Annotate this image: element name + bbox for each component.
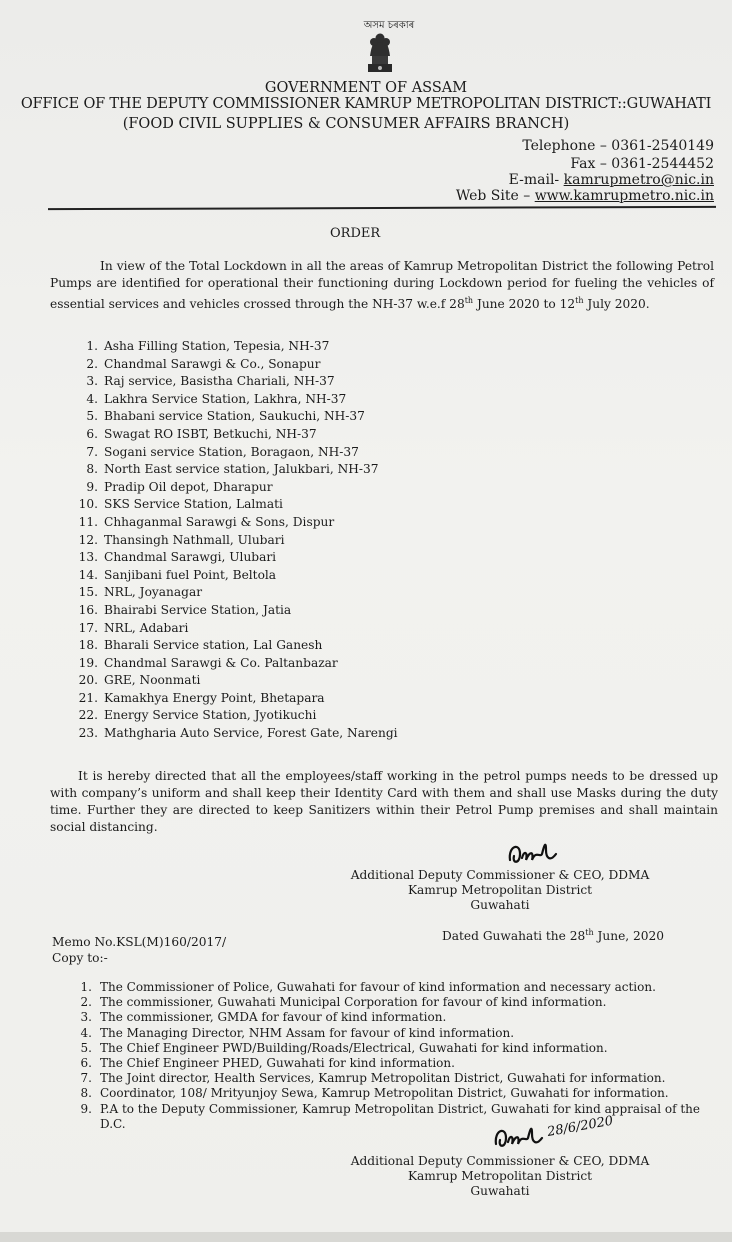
state-emblem-icon: [360, 26, 400, 76]
petrol-pump-item-text: Bhabani service Station, Saukuchi, NH-37: [104, 409, 365, 424]
petrol-pump-item-text: GRE, Noonmati: [104, 673, 201, 688]
signatory-city: Guwahati: [470, 898, 530, 912]
petrol-pump-item: [72, 356, 398, 374]
copy-to-item-text: Coordinator, 108/ Mrityunjoy Sewa, Kamrup Metropolitan District, Guwahati for information.: [100, 1086, 669, 1101]
petrol-pump-item-text: Lakhra Service Station, Lakhra, NH-37: [104, 391, 347, 406]
memo-number: Memo No.KSL(M)160/2017/: [52, 935, 227, 949]
petrol-pump-item-text: Sogani service Station, Boragaon, NH-37: [104, 444, 359, 459]
copy-to-item-text: The commissioner, GMDA for favour of kind information.: [100, 1010, 447, 1025]
petrol-pump-item-text: Mathgharia Auto Service, Forest Gate, Narengi: [104, 726, 398, 741]
copy-to-item: [70, 1071, 710, 1086]
petrol-pump-item-number: 19.: [78, 655, 98, 670]
copy-to-item: [70, 995, 710, 1010]
fax-value: 0361-2544452: [611, 156, 714, 172]
directive-paragraph: It is hereby directed that all the employees/staff working in the petrol pumps needs to be dressed up with company’s uniform and shall keep their Identity Card with them and shall use Masks during the duty time. Further they are directed to keep Sanitizers within their Petrol Pump premises and shall maintain social distancing.: [50, 769, 718, 834]
petrol-pump-item: [72, 532, 398, 550]
petrol-pump-item: [72, 408, 398, 426]
petrol-pump-item-number: 22.: [78, 708, 98, 723]
copy-to-item: [70, 1086, 710, 1101]
petrol-pump-item: [72, 690, 398, 708]
petrol-pump-item-number: 3.: [86, 374, 98, 389]
petrol-pump-item-text: Pradip Oil depot, Dharapur: [104, 479, 273, 494]
petrol-pump-item-text: Sanjibani fuel Point, Beltola: [104, 567, 277, 582]
signature-with-date-scribble-icon: [492, 1113, 615, 1154]
petrol-pump-item: [72, 444, 398, 462]
petrol-pump-item-text: Chandmal Sarawgi & Co., Sonapur: [104, 356, 321, 371]
fax-line: Fax – 0361-2544452: [570, 156, 714, 172]
petrol-pump-item-number: 11.: [78, 514, 98, 529]
email-line: E-mail- kamrupmetro@nic.in: [508, 172, 714, 188]
petrol-pump-item-text: Bharali Service station, Lal Ganesh: [104, 638, 323, 653]
page-bottom-edge: [0, 1232, 732, 1242]
copy-to-item-text: The Chief Engineer PWD/Building/Roads/Electrical, Guwahati for kind information.: [100, 1040, 608, 1055]
copy-to-item-text: The Joint director, Health Services, Kamrup Metropolitan District, Guwahati for information.: [100, 1071, 666, 1086]
petrol-pump-item-number: 12.: [78, 532, 98, 547]
petrol-pump-item-number: 18.: [78, 638, 98, 653]
petrol-pump-item-number: 15.: [78, 585, 98, 600]
order-intro-paragraph: In view of the Total Lockdown in all the areas of Kamrup Metropolitan District the following Petrol Pumps are identified for operational their functioning during Lockdown period for fueling the vehicles of essential services and vehicles crossed through the NH-37 w.e.f 28th June 2020 to 12th July 2020.: [50, 259, 714, 312]
copy-to-item: [70, 1041, 710, 1056]
petrol-pump-item-number: 2.: [86, 356, 98, 371]
signature-block-2: [340, 1154, 660, 1199]
emblem-caption: অসম চৰকাৰ: [363, 20, 415, 31]
govt-heading: GOVERNMENT OF ASSAM: [264, 80, 468, 96]
petrol-pump-item-text: Energy Service Station, Jyotikuchi: [104, 708, 317, 723]
petrol-pump-item-text: Chandmal Sarawgi & Co. Paltanbazar: [104, 655, 338, 670]
copy-to-item-text: P.A to the Deputy Commissioner, Kamrup Metropolitan District, Guwahati for kind appraisal of the D.C.: [100, 1101, 700, 1131]
petrol-pump-item: [72, 672, 398, 690]
copy-to-item: [70, 980, 710, 995]
copy-to-item-number: 9.: [80, 1101, 92, 1116]
signatory-designation: Additional Deputy Commissioner & CEO, DDMA: [350, 868, 650, 882]
petrol-pump-item-number: 7.: [86, 444, 98, 459]
copy-to-item-text: The Commissioner of Police, Guwahati for favour of kind information and necessary action.: [100, 980, 656, 994]
copy-to-item-number: 8.: [80, 1086, 92, 1101]
petrol-pump-item-number: 8.: [86, 462, 98, 477]
petrol-pump-item: [72, 567, 398, 585]
email-link[interactable]: kamrupmetro@nic.in: [563, 172, 714, 188]
petrol-pump-item-text: Thansingh Nathmall, Ulubari: [104, 532, 285, 547]
petrol-pump-item: [72, 338, 398, 356]
copy-to-item-number: 4.: [80, 1025, 92, 1040]
copy-to-item-text: The Managing Director, NHM Assam for favour of kind information.: [100, 1025, 515, 1040]
petrol-pump-item: [72, 426, 398, 444]
signature-scribble-icon: [506, 836, 562, 870]
petrol-pump-item: [72, 514, 398, 532]
handwritten-date: 28/6/2020: [546, 1113, 615, 1140]
petrol-pump-item: [72, 496, 398, 514]
petrol-pump-item-number: 6.: [86, 426, 98, 441]
copy-to-item-text: The Chief Engineer PHED, Guwahati for kind information.: [100, 1056, 455, 1071]
copy-to-item-text: The commissioner, Guwahati Municipal Corporation for favour of kind information.: [100, 995, 607, 1010]
petrol-pump-item-text: North East service station, Jalukbari, NH-37: [104, 462, 379, 477]
telephone-line: Telephone – 0361-2540149: [522, 138, 714, 154]
signatory-district-2: Kamrup Metropolitan District: [407, 1169, 593, 1183]
petrol-pump-item-number: 13.: [78, 550, 98, 565]
petrol-pump-item: [72, 479, 398, 497]
branch-heading: (FOOD CIVIL SUPPLIES & CONSUMER AFFAIRS BRANCH): [122, 116, 570, 132]
copy-to-item-number: 1.: [80, 980, 92, 994]
order-title: ORDER: [330, 226, 381, 241]
memo-block: [52, 934, 226, 966]
petrol-pump-item: [72, 620, 398, 638]
petrol-pump-item-number: 21.: [78, 690, 98, 705]
petrol-pump-item: [72, 637, 398, 655]
petrol-pump-item: [72, 584, 398, 602]
copy-to-item-number: 3.: [80, 1010, 92, 1025]
petrol-pump-item-text: Chhaganmal Sarawgi & Sons, Dispur: [104, 514, 335, 529]
petrol-pump-item-text: Swagat RO ISBT, Betkuchi, NH-37: [104, 426, 317, 441]
website-link[interactable]: www.kamrupmetro.nic.in: [534, 188, 714, 204]
signatory-designation-2: Additional Deputy Commissioner & CEO, DDMA: [350, 1154, 650, 1168]
petrol-pump-item: [72, 391, 398, 409]
petrol-pump-item-number: 4.: [86, 391, 98, 406]
petrol-pump-item: [72, 707, 398, 725]
petrol-pump-item-number: 17.: [78, 620, 98, 635]
petrol-pump-item-number: 9.: [86, 479, 98, 494]
copy-to-item-number: 5.: [80, 1040, 92, 1055]
petrol-pump-item-text: Chandmal Sarawgi, Ulubari: [104, 550, 277, 565]
header-divider: [48, 206, 716, 210]
petrol-pump-item-number: 14.: [78, 567, 98, 582]
dated-line: Dated Guwahati the 28th June, 2020: [442, 928, 665, 944]
petrol-pump-item-number: 10.: [78, 497, 98, 512]
petrol-pump-item-text: NRL, Adabari: [104, 620, 189, 635]
copy-to-list: [70, 980, 710, 1132]
copy-to-item-number: 2.: [80, 995, 92, 1010]
petrol-pump-item-number: 20.: [78, 673, 98, 688]
signatory-district: Kamrup Metropolitan District: [407, 883, 593, 897]
copy-to-item: [70, 1010, 710, 1025]
office-heading: OFFICE OF THE DEPUTY COMMISSIONER KAMRUP METROPOLITAN DISTRICT::GUWAHATI: [20, 96, 712, 112]
petrol-pump-item: [72, 373, 398, 391]
petrol-pump-item-number: 5.: [86, 409, 98, 424]
petrol-pump-list: [72, 338, 398, 743]
copy-to-item-number: 7.: [80, 1071, 92, 1086]
copy-to-label: Copy to:-: [52, 951, 108, 965]
website-line: Web Site – www.kamrupmetro.nic.in: [455, 188, 714, 204]
copy-to-item: [70, 1026, 710, 1041]
signature-block-1: [340, 868, 660, 913]
petrol-pump-item-text: Asha Filling Station, Tepesia, NH-37: [104, 339, 330, 353]
petrol-pump-item-number: 16.: [78, 602, 98, 617]
copy-to-item: [70, 1056, 710, 1071]
petrol-pump-item-number: 23.: [78, 726, 98, 741]
petrol-pump-item: [72, 602, 398, 620]
petrol-pump-item-text: Kamakhya Energy Point, Bhetapara: [104, 690, 325, 705]
petrol-pump-item-text: Raj service, Basistha Chariali, NH-37: [104, 374, 335, 389]
signatory-city-2: Guwahati: [470, 1184, 530, 1198]
petrol-pump-item: [72, 655, 398, 673]
petrol-pump-item-text: Bhairabi Service Station, Jatia: [104, 602, 292, 617]
petrol-pump-item-text: SKS Service Station, Lalmati: [104, 497, 283, 512]
petrol-pump-item-text: NRL, Joyanagar: [104, 585, 203, 600]
telephone-value: 0361-2540149: [611, 138, 714, 154]
petrol-pump-item: [72, 725, 398, 743]
copy-to-item-number: 6.: [80, 1056, 92, 1071]
petrol-pump-item: [72, 549, 398, 567]
petrol-pump-item: [72, 461, 398, 479]
petrol-pump-item-number: 1.: [86, 339, 98, 353]
